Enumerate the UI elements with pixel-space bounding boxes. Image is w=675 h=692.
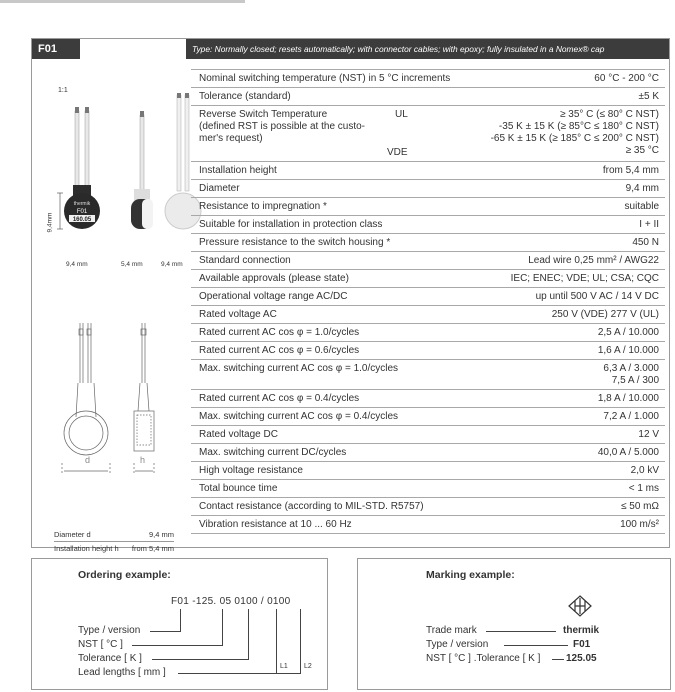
spec-row-reverse-switch-temp [191,106,665,162]
connector-line [178,673,276,674]
mark-value-nst: 125.05 [566,653,597,664]
spec-row: Available approvals (please state) IEC; ENEC; VDE; UL; CSA; CQC [191,270,665,288]
spec-row: Vibration resistance at 10 ... 60 Hz 100 m/s² [191,516,665,534]
spec-row: Installation height from 5,4 mm [191,162,665,180]
spec-row: Max. switching current AC cos φ = 1.0/cycles 6,3 A / 3.000 7,5 A / 300 [191,360,665,390]
connector-line [132,645,222,646]
rst-label: Reverse Switch Temperature (defined RST is possible at the custo- mer's request) [199,109,366,144]
l1-label: L1 [280,663,288,670]
width-dimension-front: 9,4 mm [66,261,88,268]
spec-row: Suitable for installation in protection class I + II [191,216,665,234]
thermik-logo-icon [568,595,592,617]
spec-row: High voltage resistance 2,0 kV [191,462,665,480]
spec-row: Resistance to impregnation * suitable [191,198,665,216]
mark-value-type: F01 [573,639,591,650]
width-dimension-back: 9,4 mm [161,261,183,268]
spec-row: Rated voltage AC 250 V (VDE) 277 V (UL) [191,306,665,324]
ordering-example-box [31,558,328,690]
order-label-nst: NST [ °C ] [78,639,123,650]
dimensions-table [54,528,174,555]
order-label-type: Type / version [78,625,141,636]
connector-line [150,631,180,632]
spec-row: Tolerance (standard) ±5 K [191,88,665,106]
spec-row: Max. switching current AC cos φ = 0.4/cycles 7,2 A / 1.000 [191,408,665,426]
mark-value-trademark: thermik [563,625,600,636]
mark-label-trademark: Trade mark [426,625,477,636]
width-dimension-side: 5,4 mm [121,261,143,268]
height-dimension: 9,4mm [46,212,54,233]
connector-line [276,609,277,674]
mark-label-type: Type / version [426,639,489,650]
connector-line [300,609,301,674]
spec-row: Total bounce time < 1 ms [191,480,665,498]
type-description-bar: Type: Normally closed; resets automatically; with connector cables; with epoxy; fully insulated in a Nomex® cap [186,39,669,59]
l2-label: L2 [304,663,312,670]
rst-values: ≥ 35° C (≤ 80° C NST) -35 K ± 15 K (≥ 85°C ≤ 180° C NST) -65 K ± 15 K (≥ 185° C ≤ 200° C NST) ≥ 35 °C [490,109,659,156]
rst-vde-label: VDE [387,147,408,158]
top-divider [0,0,245,3]
front-view-drawing [52,93,202,238]
spec-row: Pressure resistance to the switch housing * 450 N [191,234,665,252]
connector-line [180,609,181,632]
rst-ul-label: UL [395,109,408,120]
datasheet-frame [31,38,670,553]
dimension-row-height: Installation height h from 5,4 mm [54,544,174,553]
spec-table [191,69,665,534]
marking-title: Marking example: [426,569,515,581]
h-dimension-label: h [140,455,146,465]
spec-row: Operational voltage range AC/DC up until 500 V AC / 14 V DC [191,288,665,306]
order-code: F01 -125. 05 0100 / 0100 [171,596,291,607]
connector-line [486,631,556,632]
spec-row: Diameter 9,4 mm [191,180,665,198]
connector-line [276,673,300,674]
technical-line-drawing [52,323,202,483]
spec-row: Rated current AC cos φ = 0.4/cycles 1,8 A / 10.000 [191,390,665,408]
spec-row: Rated current AC cos φ = 1.0/cycles 2,5 A / 10.000 [191,324,665,342]
part-brand-text: thermik [73,201,91,207]
part-model-text: F01 [76,209,88,215]
connector-line [222,609,223,646]
order-label-lead-lengths: Lead lengths [ mm ] [78,667,166,678]
spec-row: Contact resistance (according to MIL-STD. R5757) ≤ 50 mΩ [191,498,665,516]
spec-row: Rated voltage DC 12 V [191,426,665,444]
connector-line [552,659,564,660]
spec-row: Max. switching current DC/cycles 40,0 A / 5.000 [191,444,665,462]
part-code-text: 160.05 [72,217,92,223]
spec-row: Standard connection Lead wire 0,25 mm² / AWG22 [191,252,665,270]
connector-line [152,659,248,660]
ordering-title: Ordering example: [78,569,171,581]
scale-label: 1:1 [58,87,68,94]
spec-row: Nominal switching temperature (NST) in 5 °C increments 60 °C - 200 °C [191,69,665,88]
connector-line [504,645,568,646]
d-dimension-label: d [85,455,91,465]
dimension-row-diameter: Diameter d 9,4 mm [54,528,174,542]
spec-row: Rated current AC cos φ = 0.6/cycles 1,6 A / 10.000 [191,342,665,360]
model-tag: F01 [32,39,80,59]
order-label-tolerance: Tolerance [ K ] [78,653,142,664]
mark-label-nst: NST [ °C ] .Tolerance [ K ] [426,653,541,664]
connector-line [248,609,249,660]
marking-example-box [357,558,671,690]
